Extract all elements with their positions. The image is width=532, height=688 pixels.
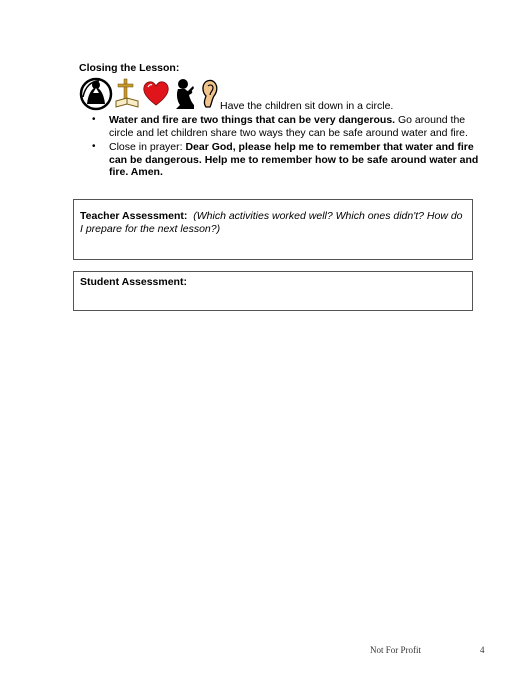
bullet-bold-text: Water and fire are two things that can be very dangerous. bbox=[109, 114, 396, 126]
bullet-glyph: • bbox=[92, 114, 96, 125]
prayer-text: Dear God, please help me to remember that water and fire can be dangerous. Help me to remember how to be safe around water and fire. Amen. bbox=[109, 141, 479, 178]
page-footer bbox=[370, 645, 485, 655]
footer-text: Not For Profit bbox=[370, 645, 422, 655]
heart-icon bbox=[141, 77, 171, 111]
teacher-assessment-label: Teacher Assessment: bbox=[80, 210, 188, 222]
kneeling-child-icon bbox=[172, 77, 200, 111]
student-assessment-box[interactable] bbox=[73, 271, 473, 311]
cross-bible-icon bbox=[113, 77, 141, 111]
closing-bullet-list bbox=[92, 114, 482, 181]
list-item bbox=[92, 141, 482, 179]
list-item bbox=[92, 114, 482, 139]
section-heading: Closing the Lesson: bbox=[79, 62, 180, 74]
page-number: 4 bbox=[480, 645, 485, 655]
praying-figure-icon bbox=[79, 77, 113, 111]
ear-icon bbox=[200, 77, 220, 111]
student-assessment-label: Student Assessment: bbox=[80, 276, 187, 288]
activity-icons bbox=[79, 77, 219, 111]
bullet-text: Close in prayer: bbox=[109, 141, 186, 153]
bullet-text: Go around the circle and let children share two ways they can be safe around water and fire. bbox=[109, 114, 468, 139]
teacher-assessment-box[interactable] bbox=[73, 199, 473, 260]
intro-instruction: Have the children sit down in a circle. bbox=[220, 100, 394, 112]
bullet-glyph: • bbox=[92, 141, 96, 152]
teacher-assessment-prompt: (Which activities worked well? Which ones didn't? How do I prepare for the next lesson?) bbox=[80, 210, 463, 235]
